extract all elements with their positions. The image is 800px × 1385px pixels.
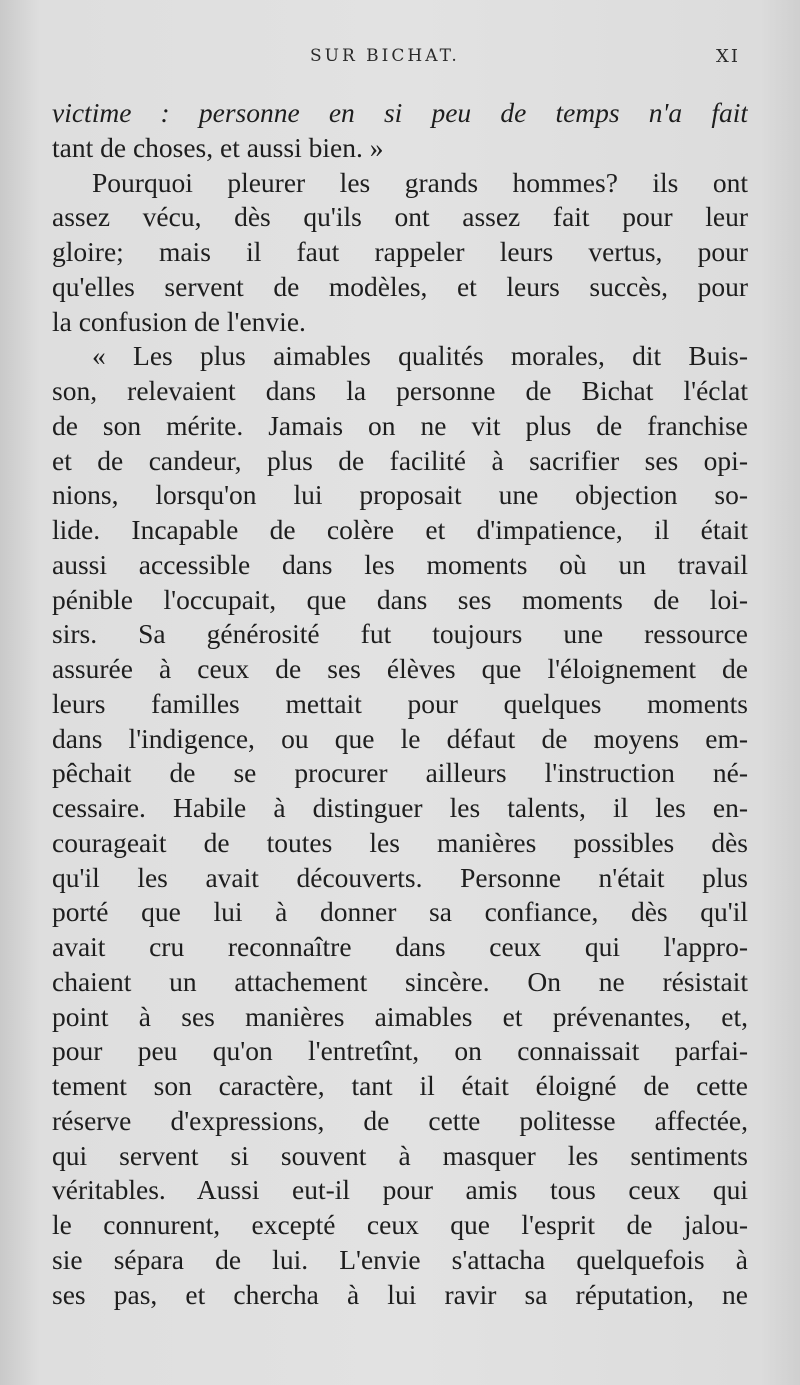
page-header — [0, 46, 800, 70]
text-line: chaient un attachement sincère. On ne résistait — [52, 965, 748, 997]
text-line: nions, lorsqu'on lui proposait une objection so- — [52, 479, 748, 511]
text-line: tement son caractère, tant il était éloigné de cette — [52, 1070, 748, 1101]
text-line: dans l'indigence, ou que le défaut de moyens em- — [52, 722, 748, 754]
text-line: la confusion de l'envie. — [52, 305, 306, 337]
text-line: lide. Incapable de colère et d'impatience, il était — [52, 514, 748, 545]
running-head: SUR BICHAT. — [310, 46, 460, 66]
text-line: sirs. Sa générosité fut toujours une ressource — [52, 618, 748, 650]
text-line: le connurent, excepté ceux que l'esprit de jalou- — [52, 1209, 748, 1240]
text-line: cessaire. Habile à distinguer les talents, il les en- — [52, 792, 748, 823]
text-line: porté que lui à donner sa confiance, dès qu'il — [52, 896, 748, 928]
text-line: de son mérite. Jamais on ne vit plus de franchise — [52, 409, 748, 441]
text-line: pêchait de se procurer ailleurs l'instruction né- — [52, 757, 748, 789]
text-line: assez vécu, dès qu'ils ont assez fait pour leur — [52, 201, 748, 233]
text-line: son, relevaient dans la personne de Bichat l'éclat — [52, 375, 748, 406]
text-line: qu'il les avait découverts. Personne n'était plus — [52, 861, 748, 893]
text-line: courageait de toutes les manières possibles dès — [52, 826, 748, 858]
text-line: pénible l'occupait, que dans ses moments de loi- — [52, 583, 748, 615]
text-line: et de candeur, plus de facilité à sacrifier ses opi- — [52, 444, 748, 476]
text-line: point à ses manières aimables et prévenantes, et, — [52, 1000, 748, 1032]
text-line: réserve d'expressions, de cette politesse affectée, — [52, 1104, 748, 1136]
text-line: pour peu qu'on l'entretînt, on connaissait parfai- — [52, 1035, 748, 1067]
text-line: avait cru reconnaître dans ceux qui l'appro- — [52, 931, 748, 962]
text-line: Pourquoi pleurer les grands hommes? ils ont — [92, 166, 748, 198]
text-line: leurs familles mettait pour quelques moments — [52, 687, 748, 719]
text-line: véritables. Aussi eut-il pour amis tous ceux qui — [52, 1174, 748, 1206]
text-line: gloire; mais il faut rappeler leurs vertus, pour — [52, 236, 748, 267]
text-line: qu'elles servent de modèles, et leurs succès, pour — [52, 270, 748, 302]
text-line: sie sépara de lui. L'envie s'attacha quelquefois à — [52, 1243, 748, 1275]
text-line: tant de choses, et aussi bien. » — [52, 131, 384, 163]
body-text — [52, 96, 748, 1312]
text-line: assurée à ceux de ses élèves que l'éloignement de — [52, 653, 748, 684]
text-line: victime : personne en si peu de temps n'a fait — [52, 97, 748, 128]
text-line: qui servent si souvent à masquer les sentiments — [52, 1139, 748, 1171]
text-line: « Les plus aimables qualités morales, dit Buis- — [92, 340, 748, 372]
text-line: ses pas, et chercha à lui ravir sa réputation, ne — [52, 1278, 748, 1310]
page-number: XI — [716, 46, 740, 67]
text-line: aussi accessible dans les moments où un travail — [52, 548, 748, 580]
